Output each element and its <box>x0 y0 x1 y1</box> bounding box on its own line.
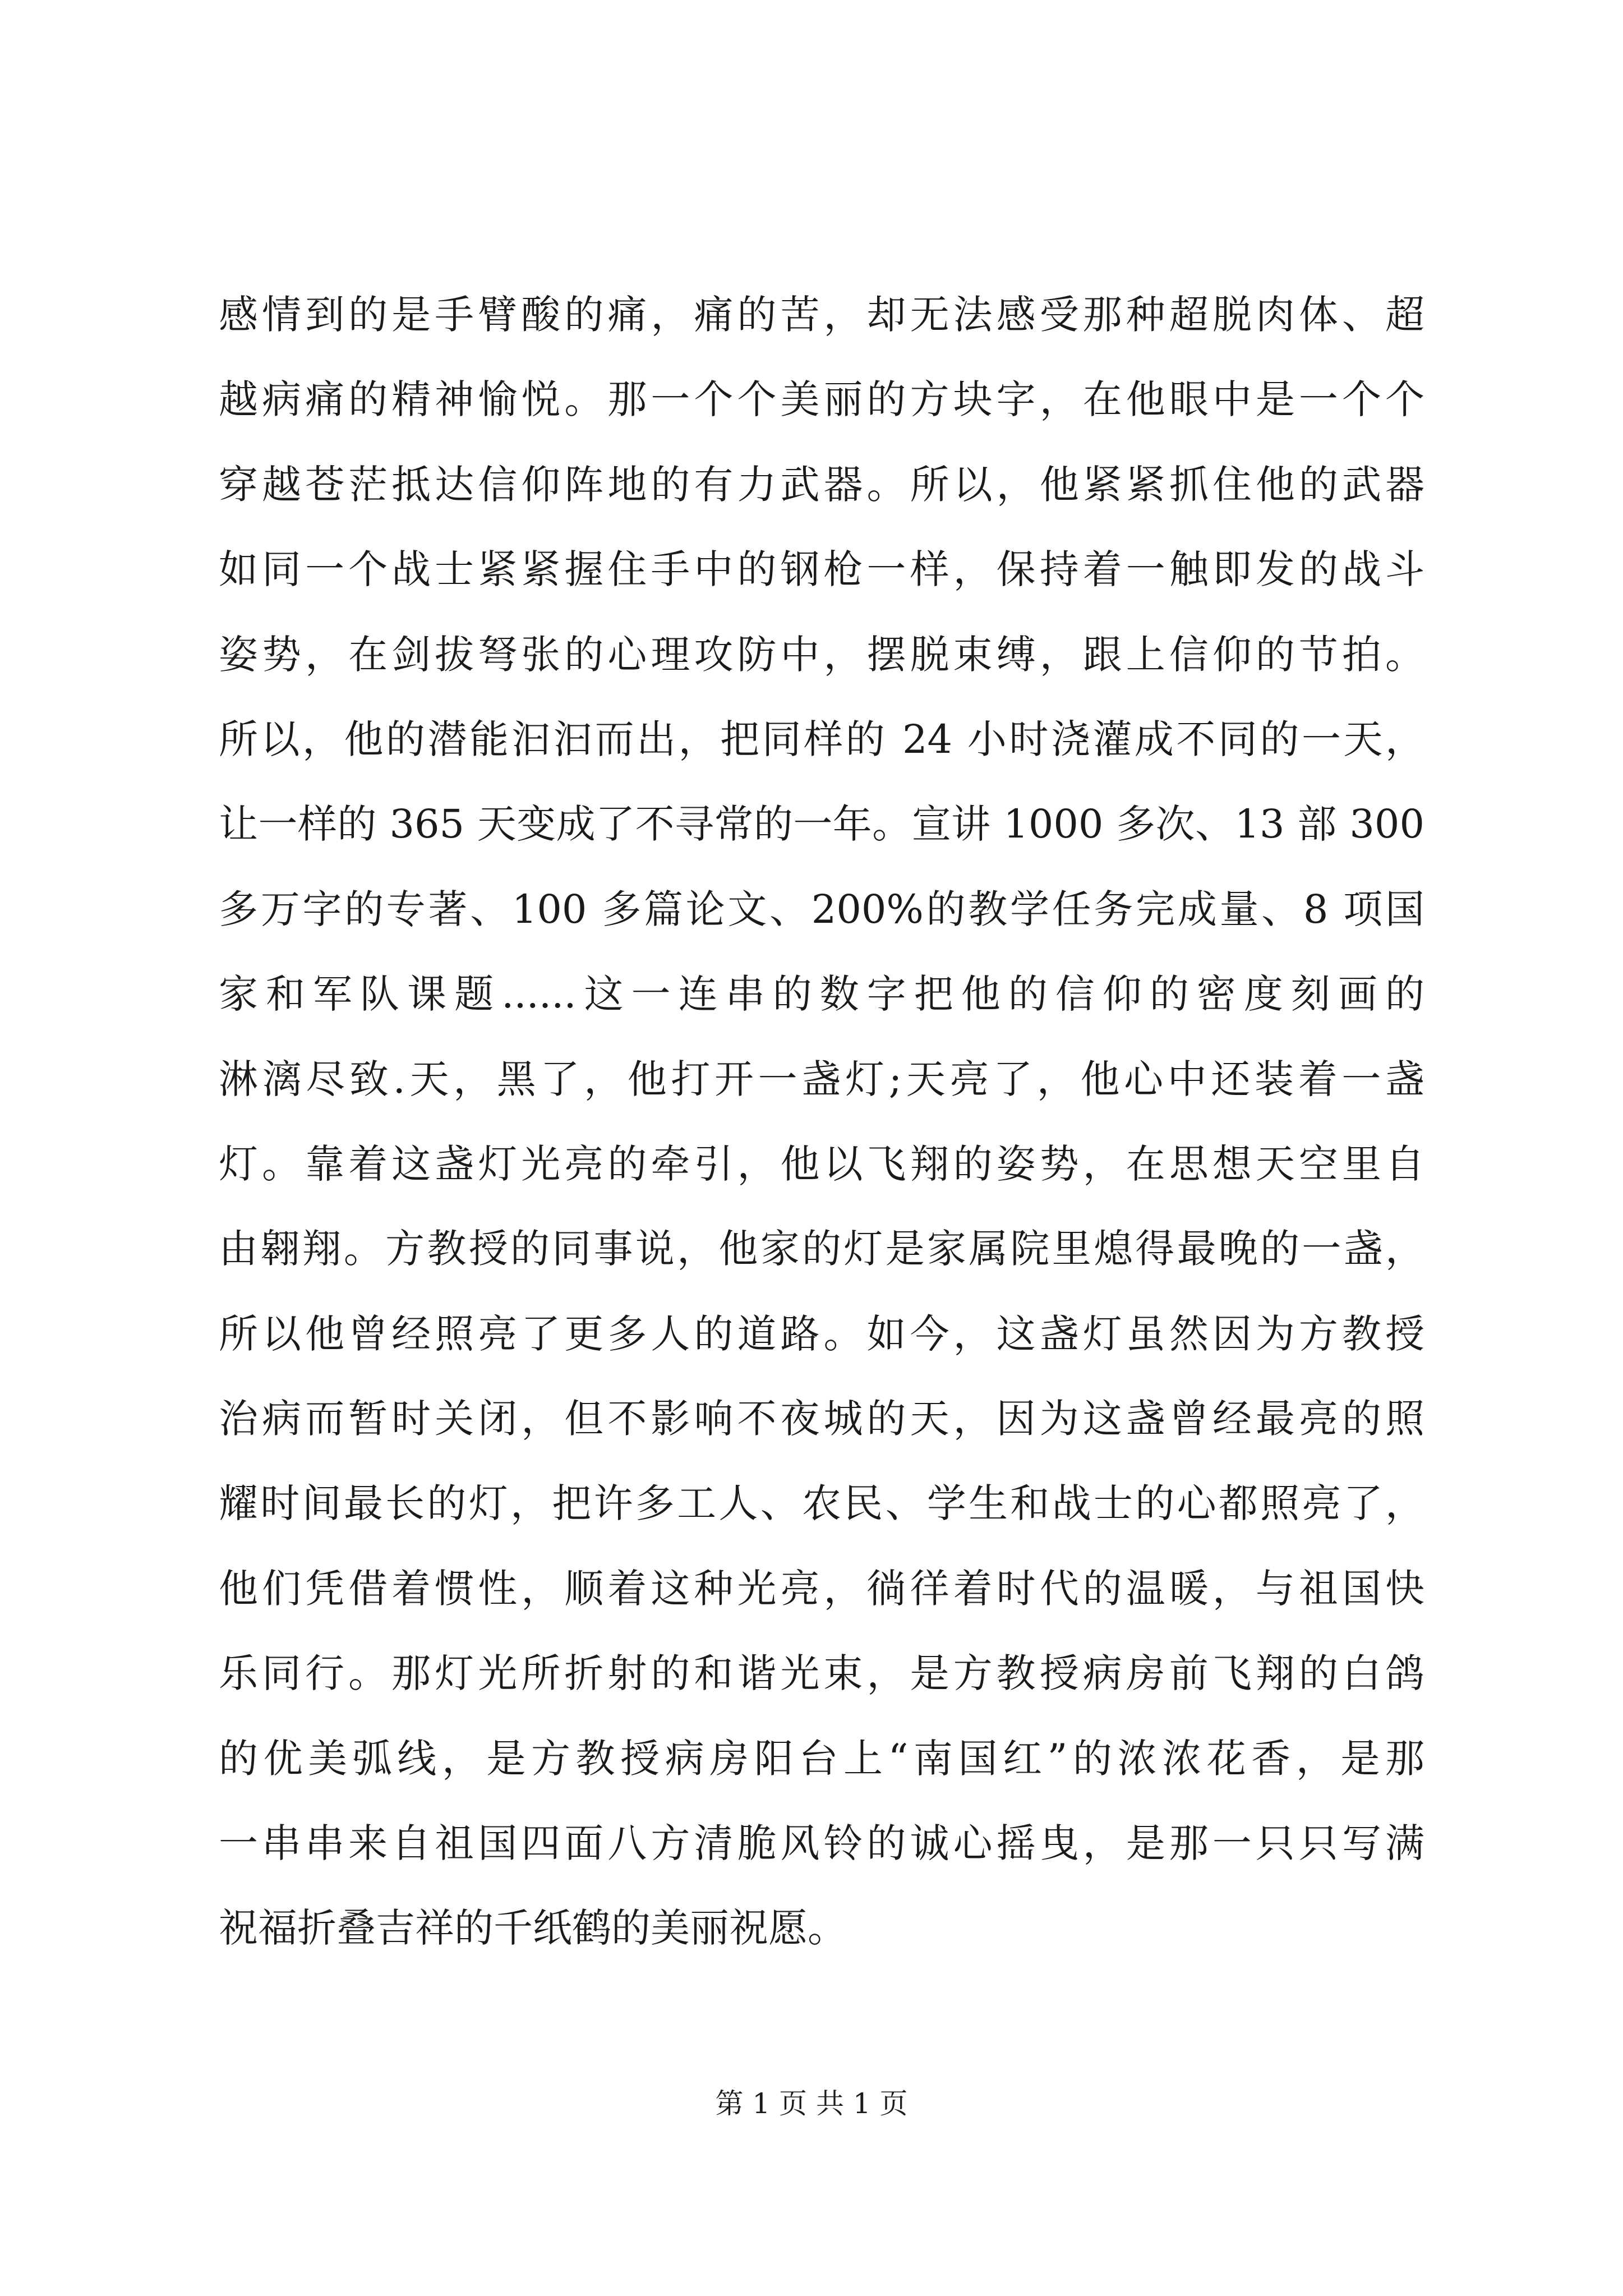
text-line: 耀时间最长的灯，把许多工人、农民、学生和战士的心都照亮了， <box>219 1480 1424 1527</box>
text-line: 所以，他的潜能汩汩而出，把同样的 24 小时浇灌成不同的一天， <box>219 716 1424 762</box>
page-footer: 第 1 页 共 1 页 <box>715 2087 908 2120</box>
text-line: 治病而暂时关闭，但不影响不夜城的天，因为这盏曾经最亮的照 <box>219 1396 1424 1442</box>
text-line: 穿越苍茫抵达信仰阵地的有力武器。所以，他紧紧抓住他的武器 <box>219 461 1424 508</box>
text-line: 所以他曾经照亮了更多人的道路。如今，这盏灯虽然因为方教授 <box>219 1310 1424 1357</box>
text-line: 家和军队课题......这一连串的数字把他的信仰的密度刻画的 <box>219 971 1424 1018</box>
text-line: 一串串来自祖国四面八方清脆风铃的诚心摇曳，是那一只只写满 <box>219 1820 1424 1867</box>
text-line: 多万字的专著、100 多篇论文、200%的教学任务完成量、8 项国 <box>219 886 1424 932</box>
text-line: 乐同行。那灯光所折射的和谐光束，是方教授病房前飞翔的白鸽 <box>219 1650 1424 1697</box>
text-line: 如同一个战士紧紧握住手中的钢枪一样，保持着一触即发的战斗 <box>219 546 1424 593</box>
text-line: 的优美弧线，是方教授病房阳台上“南国红”的浓浓花香，是那 <box>219 1735 1424 1782</box>
text-line: 姿势，在剑拔弩张的心理攻防中，摆脱束缚，跟上信仰的节拍。 <box>219 631 1424 678</box>
text-line: 越病痛的精神愉悦。那一个个美丽的方块字，在他眼中是一个个 <box>219 376 1424 423</box>
text-line: 让一样的 365 天变成了不寻常的一年。宣讲 1000 多次、13 部 300 <box>219 801 1424 848</box>
text-line: 感情到的是手臂酸的痛，痛的苦，却无法感受那种超脱肉体、超 <box>219 292 1424 338</box>
text-line: 他们凭借着惯性，顺着这种光亮，徜徉着时代的温暖，与祖国快 <box>219 1565 1424 1612</box>
text-line: 由翱翔。方教授的同事说，他家的灯是家属院里熄得最晚的一盏， <box>219 1226 1424 1272</box>
text-line: 淋漓尽致.天，黑了，他打开一盏灯;天亮了，他心中还装着一盏 <box>219 1056 1424 1102</box>
body-text <box>219 292 1424 1994</box>
text-line: 灯。靠着这盏灯光亮的牵引，他以飞翔的姿势，在思想天空里自 <box>219 1140 1424 1187</box>
text-line: 祝福折叠吉祥的千纸鹤的美丽祝愿。 <box>219 1905 847 1952</box>
